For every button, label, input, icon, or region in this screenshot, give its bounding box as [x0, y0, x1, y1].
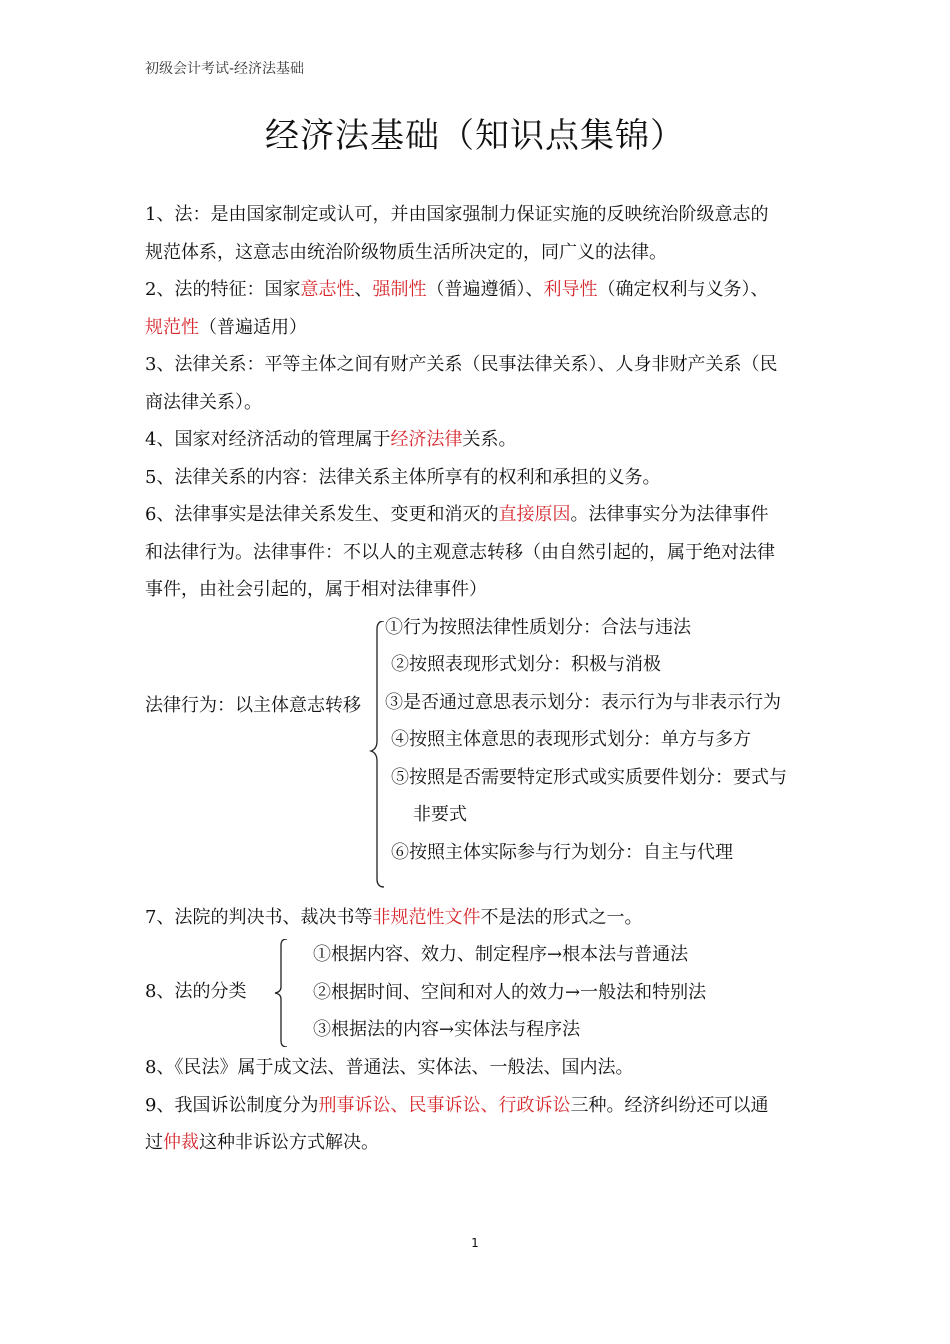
paragraph-1-line-2: 规范体系，这意志由统治阶级物质生活所决定的，同广义的法律。 — [145, 241, 667, 263]
text-run: 关系。 — [462, 429, 517, 450]
emphasis-text: 规范性 — [145, 316, 199, 338]
list-item: ⑥按照主体实际参与行为划分：自主与代理 — [391, 841, 733, 863]
list-item: 非要式 — [413, 804, 467, 825]
text-run: 三种。经济纠纷还可以通 — [570, 1094, 769, 1116]
law-classification — [145, 936, 820, 1049]
legal-act-classification — [145, 609, 820, 899]
text-run: 不是法的形式之一。 — [480, 906, 643, 928]
text-run: （普遍遵循）、 — [426, 279, 544, 300]
legal-act-label: 法律行为：以主体意志转移 — [145, 694, 361, 716]
paragraph-9 — [145, 1087, 820, 1162]
paragraph-1-line-1: 1、法：是由国家制定或认可，并由国家强制力保证实施的反映统治阶级意志的 — [145, 204, 769, 225]
left-brace-icon — [273, 939, 293, 1047]
paragraph-6-line-2: 和法律行为。法律事件：不以人的主观意志转移（由自然引起的，属于绝对法律 — [145, 541, 775, 563]
emphasis-text: 强制性 — [372, 279, 427, 300]
paragraph-8: 8、《民法》属于成文法、普通法、实体法、一般法、国内法。 — [145, 1057, 634, 1078]
list-item: ⑤按照是否需要特定形式或实质要件划分：要式与 — [391, 766, 787, 788]
text-run: （普遍适用） — [199, 316, 307, 338]
paragraph-5: 5、法律关系的内容：法律关系主体所享有的权利和承担的义务。 — [145, 466, 661, 488]
text-run: 7、法院的判决书、裁决书等 — [145, 906, 373, 928]
document-body — [145, 196, 820, 1162]
list-item: ④按照主体意思的表现形式划分：单方与多方 — [391, 729, 751, 750]
paragraph-6 — [145, 496, 820, 609]
law-classification-label: 8、法的分类 — [145, 981, 247, 1002]
list-item: ②按照表现形式划分：积极与消极 — [391, 654, 661, 675]
running-header: 初级会计考试-经济法基础 — [145, 61, 305, 77]
text-run: 4、国家对经济活动的管理属于 — [145, 429, 391, 450]
text-run: 这种非诉讼方式解决。 — [199, 1132, 379, 1153]
emphasis-text: 直接原因 — [498, 504, 571, 525]
emphasis-text: 非规范性文件 — [372, 906, 481, 928]
list-item: ③根据法的内容→实体法与程序法 — [313, 1019, 581, 1040]
legal-act-items — [385, 609, 787, 872]
text-run: 过 — [145, 1132, 163, 1153]
text-run: 、 — [354, 279, 373, 300]
paragraph-1 — [145, 196, 820, 271]
emphasis-text: 刑事诉讼、民事诉讼、行政诉讼 — [318, 1094, 571, 1116]
page-number: 1 — [471, 1236, 479, 1250]
text-run: 2、法的特征：国家 — [145, 279, 301, 300]
list-item: ①行为按照法律性质划分：合法与违法 — [385, 616, 691, 638]
list-item: ②根据时间、空间和对人的效力→一般法和特别法 — [313, 981, 707, 1003]
emphasis-text: 仲裁 — [163, 1132, 199, 1153]
list-item: ③是否通过意思表示划分：表示行为与非表示行为 — [385, 691, 781, 713]
paragraph-3-line-1: 3、法律关系：平等主体之间有财产关系（民事法律关系）、人身非财产关系（民 — [145, 354, 778, 375]
emphasis-text: 利导性 — [543, 279, 598, 300]
text-run: 。法律事实分为法律事件 — [570, 504, 769, 525]
paragraph-6-line-3: 事件，由社会引起的，属于相对法律事件） — [145, 579, 487, 600]
text-run: 9、我国诉讼制度分为 — [145, 1094, 319, 1116]
list-item: ①根据内容、效力、制定程序→根本法与普通法 — [313, 944, 689, 965]
page-title: 经济法基础（知识点集锦） — [265, 116, 685, 156]
paragraph-7 — [145, 899, 820, 937]
emphasis-text: 意志性 — [300, 279, 355, 300]
emphasis-text: 经济法律 — [390, 429, 463, 450]
paragraph-4 — [145, 421, 820, 459]
law-classification-items — [313, 936, 706, 1049]
paragraph-3-line-2: 商法律关系）。 — [145, 391, 262, 413]
text-run: 6、法律事实是法律关系发生、变更和消灭的 — [145, 504, 499, 525]
paragraph-2 — [145, 271, 820, 346]
text-run: （确定权利与义务）、 — [597, 279, 769, 300]
paragraph-3 — [145, 346, 820, 421]
